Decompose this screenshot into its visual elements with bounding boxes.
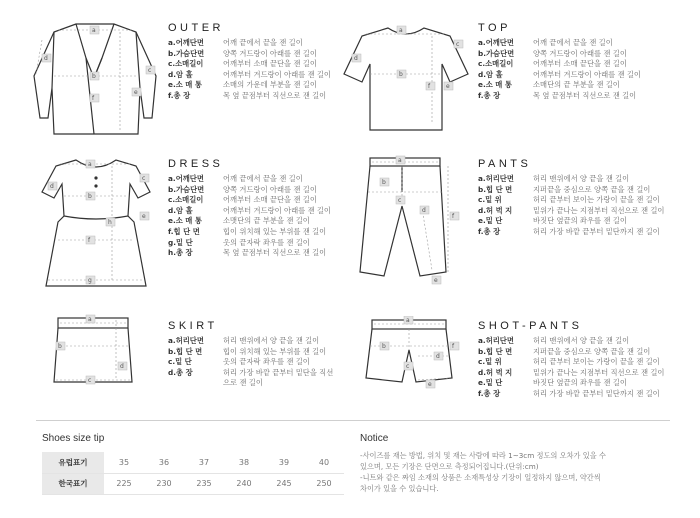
outer-title: OUTER: [168, 22, 224, 34]
top-desc-f: 목 옆 끝점부터 직선으로 잰 길이: [533, 90, 637, 100]
pants-title: PANTS: [478, 158, 532, 170]
dress-key-a: a.어깨단면: [168, 174, 204, 183]
shotpants-desc-b: 지퍼끝을 중심으로 양쪽 끝을 잰 길이: [533, 346, 651, 356]
label-c: c: [142, 175, 146, 182]
table-cell: 40: [304, 452, 344, 473]
table-cell: 37: [184, 452, 224, 473]
table-cell: 230: [144, 473, 184, 494]
notice-line: 차이가 있을 수 있습니다.: [360, 484, 439, 493]
table-row: [42, 452, 344, 473]
table-cell: 240: [224, 473, 264, 494]
pants-desc-e: 바짓단 옆끝의 좌우를 잰 길이: [533, 216, 627, 226]
pants-desc-b: 지퍼끝을 중심으로 양쪽 끝을 잰 길이: [533, 184, 651, 194]
outer-desc-f: 목 옆 끝점부터 직선으로 잰 길이: [223, 90, 327, 100]
pants-sketch: [356, 152, 466, 288]
skirt-title: SKIRT: [168, 320, 218, 332]
label-c: c: [456, 41, 460, 48]
label-d: d: [354, 55, 358, 62]
dress-measurements: [168, 174, 331, 259]
skirt-desc-a: 허리 맨위에서 양 끝을 잰 길이: [223, 336, 320, 345]
label-f: f: [88, 237, 91, 244]
shotpants-key-e: e.밑 단: [478, 378, 503, 388]
outer-key-a: a.어깨단면: [168, 38, 204, 47]
label-b: b: [382, 179, 386, 186]
dress-key-c: c.소매길이: [168, 195, 204, 205]
outer-key-e: e.소 매 통: [168, 80, 202, 90]
shotpants-key-a: a.허리단면: [478, 336, 514, 345]
table-cell: 235: [184, 473, 224, 494]
dress-title: DRESS: [168, 158, 224, 170]
label-c: c: [88, 377, 92, 384]
shotpants-key-b: b.힙 단 면: [478, 346, 513, 356]
shotpants-desc-a: 허리 맨위에서 양 끝을 잰 길이: [533, 336, 630, 345]
table-cell: 38: [224, 452, 264, 473]
label-a: a: [88, 316, 92, 323]
shoes-size-table: [42, 452, 344, 495]
dress-key-g: g.밑 단: [168, 237, 193, 247]
top-key-a: a.어깨단면: [478, 38, 514, 47]
label-f: f: [452, 343, 455, 350]
outer-key-b: b.가슴단면: [168, 48, 205, 58]
label-g: g: [88, 277, 92, 284]
pants-desc-f: 허리 가장 바깥 끝부터 밑단까지 잰 길이: [533, 226, 660, 236]
row-header-kr: 한국표기: [42, 473, 104, 494]
label-e: e: [134, 89, 138, 96]
shotpants-title: SHOT-PANTS: [478, 320, 583, 332]
pants-key-c: c.밑 위: [478, 195, 502, 205]
dress-desc-d: 어깨부터 겨드랑이 아래를 잰 길이: [223, 205, 331, 215]
table-cell: 39: [264, 452, 304, 473]
label-a: a: [88, 161, 92, 168]
top-desc-c: 어깨부터 소매 끝단을 잰 길이: [533, 59, 627, 69]
skirt-key-b: b.힙 단 면: [168, 346, 203, 356]
skirt-key-a: a.허리단면: [168, 336, 204, 345]
outer-sketch: [24, 18, 164, 138]
label-a: a: [406, 317, 410, 324]
top-desc-b: 양쪽 겨드랑이 아래를 잰 길이: [533, 48, 627, 58]
label-d: d: [436, 353, 440, 360]
notice-line: -니트와 같은 짜임 소재의 상품은 소재특성상 기장이 일정하지 않으며, 약간씩: [360, 473, 601, 482]
top-sketch: [340, 24, 470, 134]
shotpants-measurements: [478, 336, 664, 400]
label-d: d: [44, 55, 48, 62]
label-e: e: [434, 277, 438, 284]
dress-key-h: h.총 장: [168, 248, 193, 258]
label-c: c: [148, 67, 152, 74]
top-key-d: d.암 홀: [478, 69, 503, 79]
shotpants-desc-f: 허리 가장 바깥 끝부터 밑단까지 잰 길이: [533, 388, 660, 398]
label-b: b: [58, 343, 62, 350]
skirt-desc-c: 옷의 끝자락 좌우를 잰 길이: [223, 357, 310, 367]
skirt-sketch: [50, 314, 140, 390]
label-b: b: [399, 71, 403, 78]
notice-line: -사이즈를 재는 방법, 위치 및 재는 사람에 따라 1~3cm 정도의 오차가 있을 수: [360, 451, 606, 460]
shotpants-desc-c: 허리 끝부터 보이는 가랑이 끝을 잰 길이: [533, 357, 660, 367]
outer-key-f: f.총 장: [168, 90, 191, 100]
top-desc-e: 소매단의 끝 부분을 잰 길이: [533, 80, 620, 90]
shotpants-key-f: f.총 장: [478, 388, 501, 398]
label-e: e: [446, 83, 450, 90]
dress-sketch: [36, 156, 156, 290]
outer-desc-e: 소매의 가운데 부분을 잰 길이: [223, 80, 317, 90]
pants-desc-c: 허리 끝부터 보이는 가랑이 끝을 잰 길이: [533, 195, 660, 205]
label-b: b: [88, 193, 92, 200]
label-f: f: [92, 95, 95, 102]
outer-key-c: c.소매길이: [168, 59, 204, 69]
notice-line: 있으며, 모든 기장은 단면으로 측정되어집니다.(단위:cm): [360, 462, 539, 471]
pants-measurements: [478, 174, 664, 238]
shotpants-key-d: d.허 벅 지: [478, 367, 513, 377]
label-a: a: [398, 157, 402, 164]
table-cell: 225: [104, 473, 144, 494]
label-b: b: [92, 73, 96, 80]
outer-desc-a: 어깨 끝에서 끝을 잰 길이: [223, 38, 303, 47]
dress-desc-e: 소맷단의 끝 부분을 잰 길이: [223, 216, 310, 226]
dress-key-d: d.암 홀: [168, 205, 193, 215]
dress-key-f: f.힙 단 면: [168, 226, 200, 236]
table-row: [42, 473, 344, 494]
table-cell: 36: [144, 452, 184, 473]
label-h: h: [108, 219, 112, 226]
pants-key-d: d.허 벅 지: [478, 205, 513, 215]
outer-key-d: d.암 홀: [168, 69, 193, 79]
dress-desc-c: 어깨부터 소매 끝단을 잰 길이: [223, 195, 317, 205]
label-d: d: [120, 363, 124, 370]
dress-key-e: e.소 매 통: [168, 216, 202, 226]
table-cell: 250: [304, 473, 344, 494]
shotpants-sketch: [364, 316, 464, 392]
label-c: c: [406, 363, 410, 370]
label-a: a: [399, 27, 403, 34]
pants-key-b: b.힙 단 면: [478, 184, 513, 194]
top-key-e: e.소 매 통: [478, 80, 512, 90]
row-header-eu: 유럽표기: [42, 452, 104, 473]
top-desc-d: 어깨부터 겨드랑이 아래를 잰 길이: [533, 69, 641, 79]
top-desc-a: 어깨 끝에서 끝을 잰 길이: [533, 38, 613, 47]
skirt-desc-continuation: 으로 잰 길이: [223, 378, 263, 388]
dress-desc-a: 어깨 끝에서 끝을 잰 길이: [223, 174, 303, 183]
label-d: d: [422, 207, 426, 214]
shoes-size-title: Shoes size tip: [42, 433, 105, 444]
label-f: f: [428, 83, 431, 90]
pants-key-e: e.밑 단: [478, 216, 503, 226]
skirt-key-d: d.총 장: [168, 367, 193, 377]
label-e: e: [428, 381, 432, 388]
dress-desc-h: 목 옆 끝점부터 직선으로 잰 길이: [223, 248, 327, 258]
table-cell: 35: [104, 452, 144, 473]
label-d: d: [50, 183, 54, 190]
dress-desc-f: 힙이 위치해 있는 부위를 잰 길이: [223, 226, 327, 236]
label-f: f: [452, 213, 455, 220]
top-key-c: c.소매길이: [478, 59, 514, 69]
label-c: c: [398, 197, 402, 204]
skirt-desc-b: 힙이 위치해 있는 부위를 잰 길이: [223, 346, 327, 356]
top-key-b: b.가슴단면: [478, 48, 515, 58]
pants-desc-d: 밑위가 끝나는 지점부터 직선으로 잰 길이: [533, 205, 665, 215]
shotpants-key-c: c.밑 위: [478, 357, 502, 367]
shotpants-desc-e: 바짓단 옆끝의 좌우를 잰 길이: [533, 378, 627, 388]
label-e: e: [142, 213, 146, 220]
top-title: TOP: [478, 22, 511, 34]
section-divider: [36, 420, 670, 421]
top-key-f: f.총 장: [478, 90, 501, 100]
skirt-measurements: [168, 336, 333, 389]
dress-desc-g: 옷의 끝자락 좌우를 잰 길이: [223, 237, 310, 247]
dress-desc-b: 양쪽 겨드랑이 아래를 잰 길이: [223, 184, 317, 194]
pants-desc-a: 허리 맨위에서 양 끝을 잰 길이: [533, 174, 630, 183]
shotpants-desc-d: 밑위가 끝나는 지점부터 직선으로 잰 길이: [533, 367, 665, 377]
label-a: a: [92, 27, 96, 34]
outer-desc-c: 어깨부터 소매 끝단을 잰 길이: [223, 59, 317, 69]
notice-title: Notice: [360, 433, 389, 444]
pants-key-a: a.허리단면: [478, 174, 514, 183]
outer-desc-d: 어깨부터 겨드랑이 아래를 잰 길이: [223, 69, 331, 79]
notice-text: [360, 450, 660, 494]
skirt-desc-d: 허리 가장 바깥 끝부터 밑단을 직선: [223, 367, 334, 377]
pants-key-f: f.총 장: [478, 226, 501, 236]
top-measurements: [478, 38, 641, 102]
outer-desc-b: 양쪽 겨드랑이 아래를 잰 길이: [223, 48, 317, 58]
dress-key-b: b.가슴단면: [168, 184, 205, 194]
label-b: b: [382, 343, 386, 350]
outer-measurements: [168, 38, 331, 102]
table-cell: 245: [264, 473, 304, 494]
skirt-key-c: c.밑 단: [168, 357, 192, 367]
